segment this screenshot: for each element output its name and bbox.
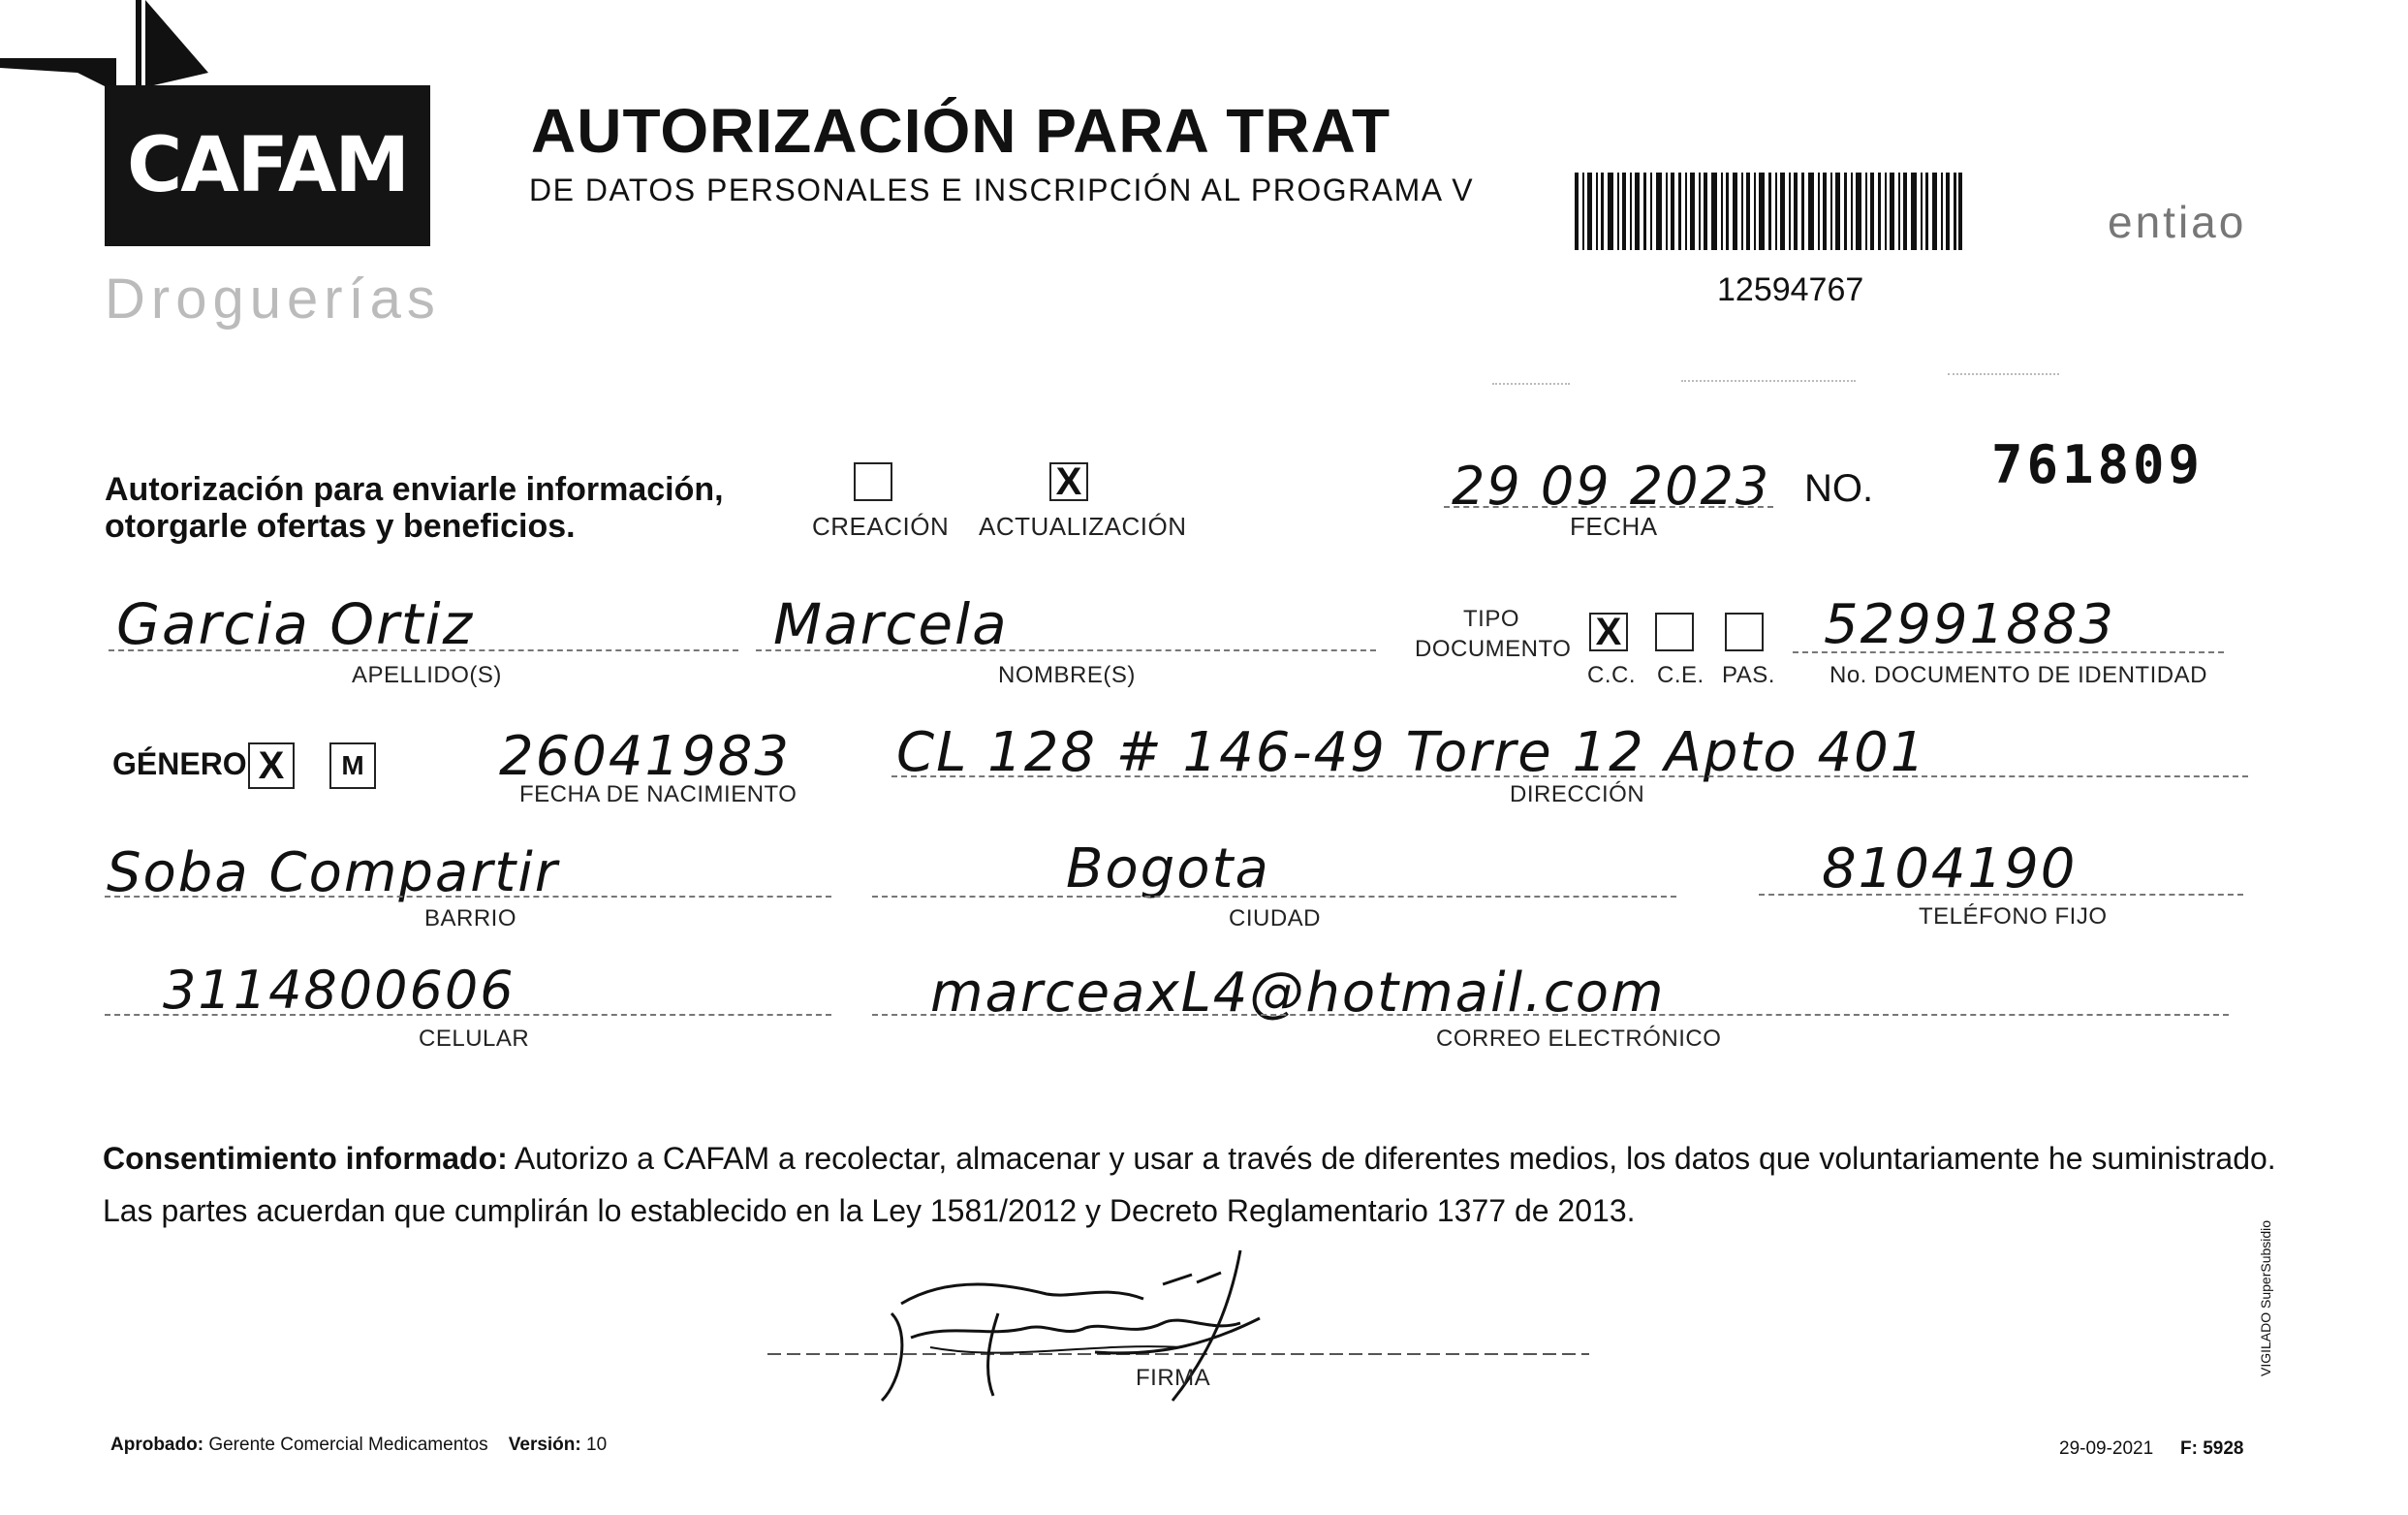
ce-label: C.E. bbox=[1657, 662, 1704, 688]
genero-f-checkbox[interactable]: X bbox=[248, 742, 295, 789]
no-label: NO. bbox=[1804, 467, 1874, 510]
correo-label: CORREO ELECTRÓNICO bbox=[1436, 1026, 1722, 1052]
pas-label: PAS. bbox=[1722, 662, 1775, 688]
documento-value[interactable]: 52991883 bbox=[1824, 593, 2116, 656]
footer-approved bbox=[110, 1435, 607, 1456]
apellidos-label: APELLIDO(S) bbox=[352, 662, 502, 688]
aprobado-value: Gerente Comercial Medicamentos bbox=[208, 1435, 488, 1455]
faint-line bbox=[1948, 373, 2059, 375]
consent-line1 bbox=[103, 1132, 2276, 1184]
telefono-value[interactable]: 8104190 bbox=[1822, 837, 2078, 900]
celular-value[interactable]: 3114800606 bbox=[163, 960, 516, 1021]
genero-m-checkbox[interactable] bbox=[329, 742, 376, 789]
documento-label: No. DOCUMENTO DE IDENTIDAD bbox=[1829, 662, 2207, 688]
barrio-label: BARRIO bbox=[424, 905, 517, 931]
telefono-label: TELÉFONO FIJO bbox=[1919, 903, 2108, 930]
faint-line bbox=[1492, 383, 1570, 385]
pas-checkbox[interactable] bbox=[1725, 613, 1764, 651]
intro-text-line1: Autorización para enviarle información, bbox=[105, 471, 724, 508]
genero-label: GÉNERO bbox=[112, 746, 247, 781]
fecha-value[interactable]: 29 09 2023 bbox=[1452, 456, 1771, 517]
nacimiento-value[interactable]: 26041983 bbox=[499, 725, 792, 788]
actualizacion-label: ACTUALIZACIÓN bbox=[979, 512, 1187, 541]
barrio-value[interactable]: Soba Compartir bbox=[107, 841, 559, 904]
corner-text: entiao bbox=[2108, 197, 2247, 247]
barcode bbox=[1575, 173, 1962, 255]
nombres-value[interactable]: Marcela bbox=[773, 591, 1009, 657]
direccion-value[interactable]: CL 128 # 146-49 Torre 12 Apto 401 bbox=[896, 721, 1927, 784]
ciudad-label: CIUDAD bbox=[1229, 905, 1322, 931]
consent-text1: Autorizo a CAFAM a recolectar, almacenar y usar a través de diferentes medios, los datos que voluntariamente he suministrado. bbox=[514, 1141, 2276, 1176]
aprobado-label: Aprobado: bbox=[110, 1435, 204, 1455]
tipo-label-1: TIPO bbox=[1463, 606, 1520, 632]
barcode-graphic bbox=[1575, 173, 1962, 250]
fecha-line bbox=[1444, 506, 1773, 508]
nacimiento-label: FECHA DE NACIMIENTO bbox=[519, 781, 797, 807]
version-label: Versión: bbox=[508, 1435, 581, 1455]
actualizacion-checkbox[interactable]: X bbox=[1049, 462, 1088, 501]
cafam-logo bbox=[105, 85, 430, 246]
intro-text-line2: otorgarle ofertas y beneficios. bbox=[105, 508, 576, 545]
nombres-label: NOMBRE(S) bbox=[998, 662, 1136, 688]
ciudad-value[interactable]: Bogota bbox=[1066, 837, 1270, 900]
tipo-label-2: DOCUMENTO bbox=[1415, 636, 1572, 662]
direccion-line bbox=[891, 775, 2248, 777]
consent-paragraph bbox=[103, 1132, 2276, 1237]
signature-label: FIRMA bbox=[1136, 1365, 1211, 1391]
logo-text: CAFAM bbox=[127, 122, 408, 209]
form-title: AUTORIZACIÓN PARA TRAT bbox=[531, 96, 1392, 166]
apellidos-value[interactable]: Garcia Ortiz bbox=[116, 591, 475, 657]
genero-m-label: M bbox=[341, 750, 364, 780]
telefono-line bbox=[1759, 894, 2243, 896]
consent-bold: Consentimiento informado: bbox=[103, 1141, 508, 1176]
correo-value[interactable]: marceaxL4@hotmail.com bbox=[930, 962, 1666, 1025]
direccion-label: DIRECCIÓN bbox=[1510, 781, 1645, 807]
apellidos-line bbox=[109, 649, 738, 651]
footer-f-code: F: 5928 bbox=[2180, 1438, 2244, 1459]
ce-checkbox[interactable] bbox=[1655, 613, 1694, 651]
cc-label: C.C. bbox=[1587, 662, 1636, 688]
consent-text2: Las partes acuerdan que cumplirán lo establecido en la Ley 1581/2012 y Decreto Reglamentario 1377 de 2013. bbox=[103, 1193, 1636, 1228]
celular-label: CELULAR bbox=[419, 1026, 530, 1052]
barrio-line bbox=[105, 896, 831, 898]
faint-line bbox=[1681, 380, 1856, 382]
correo-line bbox=[872, 1014, 2229, 1016]
version-value: 10 bbox=[586, 1435, 608, 1455]
celular-line bbox=[105, 1014, 831, 1016]
form-subtitle: DE DATOS PERSONALES E INSCRIPCIÓN AL PROGRAMA V bbox=[529, 173, 1475, 207]
nombres-line bbox=[756, 649, 1376, 651]
footer-date: 29-09-2021 bbox=[2059, 1438, 2154, 1459]
footer-side-text: VIGILADO SuperSubsidio bbox=[2258, 1219, 2273, 1376]
logo-subtitle: Droguerías bbox=[105, 268, 441, 331]
documento-line bbox=[1793, 651, 2224, 653]
creacion-label: CREACIÓN bbox=[812, 512, 950, 541]
creacion-checkbox[interactable] bbox=[854, 462, 892, 501]
barcode-number: 12594767 bbox=[1717, 271, 1864, 308]
fecha-label: FECHA bbox=[1570, 512, 1658, 541]
no-value: 761809 bbox=[1991, 434, 2205, 495]
ciudad-line bbox=[872, 896, 1676, 898]
cc-checkbox[interactable]: X bbox=[1589, 613, 1628, 651]
